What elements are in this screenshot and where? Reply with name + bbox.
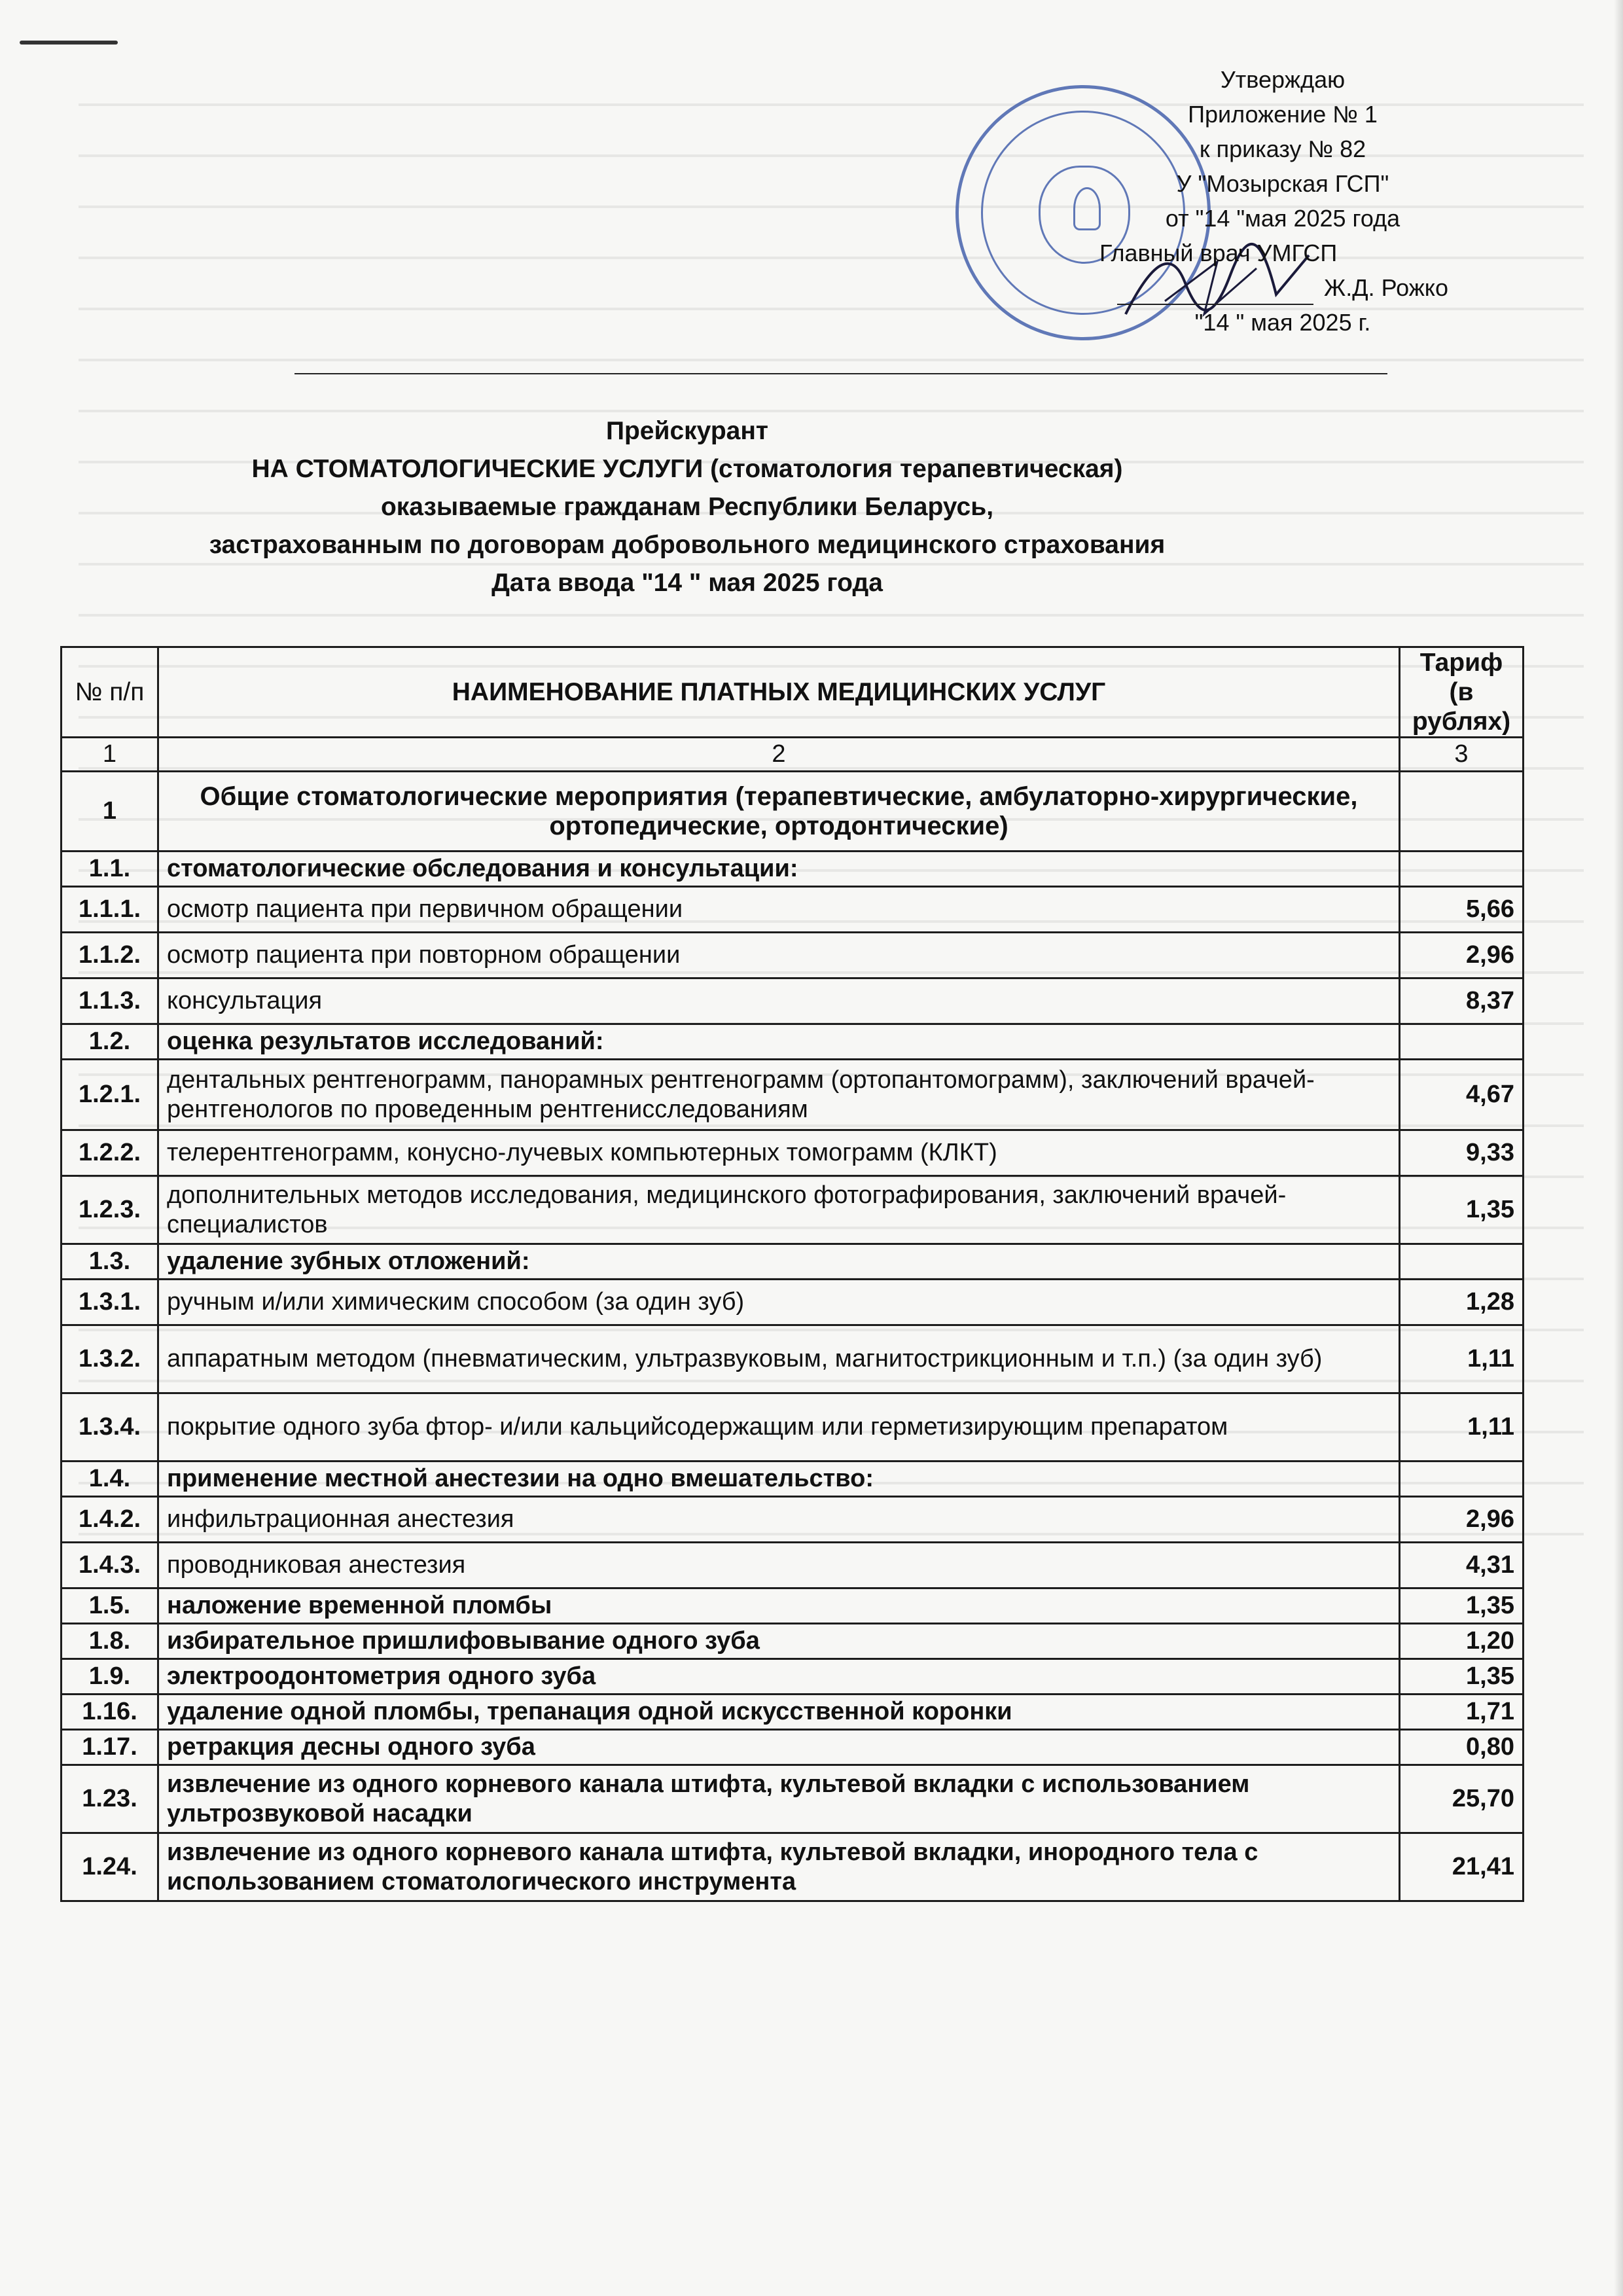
table-row [62, 772, 1524, 852]
row-price [1400, 852, 1524, 887]
row-price: 1,35 [1400, 1588, 1524, 1624]
row-service-name: покрытие одного зуба фтор- и/или кальцийсодержащим или герметизирующим препаратом [158, 1393, 1400, 1462]
row-price: 8,37 [1400, 978, 1524, 1024]
approval-block [1086, 62, 1479, 340]
table-row [62, 1497, 1524, 1543]
row-number: 1.2. [62, 1024, 158, 1060]
row-service-name: консультация [158, 978, 1400, 1024]
corner-mark [20, 41, 118, 45]
row-number: 1.5. [62, 1588, 158, 1624]
row-number: 1.8. [62, 1624, 158, 1659]
table-row [62, 1659, 1524, 1695]
row-number: 1.9. [62, 1659, 158, 1695]
table-row [62, 1130, 1524, 1176]
row-service-name: дополнительных методов исследования, медицинского фотографирования, заключений врачей-специалистов [158, 1176, 1400, 1244]
table-row [62, 1280, 1524, 1325]
row-service-name: удаление одной пломбы, трепанация одной искусственной коронки [158, 1695, 1400, 1730]
row-service-name: электроодонтометрия одного зуба [158, 1659, 1400, 1695]
order-date-text: от "14 "мая 2025 года [1165, 205, 1400, 232]
row-price: 2,96 [1400, 1497, 1524, 1543]
title-line-3: оказываемые гражданам Республики Беларусь, [380, 493, 994, 521]
table-row [62, 1588, 1524, 1624]
signature-line [1117, 284, 1313, 305]
row-number: 1.17. [62, 1730, 158, 1765]
row-number: 1.3. [62, 1244, 158, 1280]
table-row [62, 1624, 1524, 1659]
row-price: 1,71 [1400, 1695, 1524, 1730]
row-price: 1,35 [1400, 1176, 1524, 1244]
row-number: 1.3.4. [62, 1393, 158, 1462]
table-index-row [62, 738, 1524, 772]
title-line-1: Прейскурант [605, 417, 769, 445]
row-service-name: телерентгенограмм, конусно-лучевых компьютерных томограмм (КЛКТ) [158, 1130, 1400, 1176]
appendix-text: Приложение № 1 [1188, 101, 1378, 128]
table-row [62, 1393, 1524, 1462]
row-price [1400, 1462, 1524, 1497]
row-service-name: дентальных рентгенограмм, панорамных рентгенограмм (ортопантомограмм), заключений врачей-рентгенологов по проведенным рентгенисследованиям [158, 1060, 1400, 1130]
row-service-name: применение местной анестезии на одно вмешательство: [158, 1462, 1400, 1497]
header-rule [294, 373, 1387, 374]
row-price: 1,28 [1400, 1280, 1524, 1325]
row-service-name: ретракция десны одного зуба [158, 1730, 1400, 1765]
table-row [62, 1730, 1524, 1765]
row-service-name: оценка результатов исследований: [158, 1024, 1400, 1060]
row-number: 1.4.3. [62, 1543, 158, 1588]
row-service-name: аппаратным методом (пневматическим, ультразвуковым, магнитострикционным и т.п.) (за один зуб) [158, 1325, 1400, 1393]
header-tariff [1400, 647, 1524, 738]
row-price: 1,11 [1400, 1393, 1524, 1462]
sign-date-text: "14 " мая 2025 г. [1194, 309, 1371, 336]
table-row [62, 1695, 1524, 1730]
table-row [62, 1325, 1524, 1393]
row-price [1400, 1244, 1524, 1280]
row-price: 25,70 [1400, 1765, 1524, 1833]
row-number: 1 [62, 772, 158, 852]
table-row [62, 1024, 1524, 1060]
row-service-name: проводниковая анестезия [158, 1543, 1400, 1588]
title-line-2: НА СТОМАТОЛОГИЧЕСКИЕ УСЛУГИ (стоматология терапевтическая) [251, 455, 1123, 483]
approve-text: Утверждаю [1220, 66, 1346, 93]
header-tariff-line1: Тариф [1419, 649, 1503, 677]
row-number: 1.1. [62, 852, 158, 887]
title-line-5: Дата ввода "14 " мая 2025 года [491, 569, 883, 597]
table-row [62, 1176, 1524, 1244]
table-row [62, 852, 1524, 887]
chief-name-text: Ж.Д. Рожко [1324, 274, 1448, 301]
index-col-2: 2 [158, 738, 1400, 772]
table-row [62, 1543, 1524, 1588]
row-price: 1,20 [1400, 1624, 1524, 1659]
header-name: НАИМЕНОВАНИЕ ПЛАТНЫХ МЕДИЦИНСКИХ УСЛУГ [158, 647, 1400, 738]
row-service-name: наложение временной пломбы [158, 1588, 1400, 1624]
row-number: 1.2.3. [62, 1176, 158, 1244]
row-price: 9,33 [1400, 1130, 1524, 1176]
row-service-name: инфильтрационная анестезия [158, 1497, 1400, 1543]
page-edge-shadow [1614, 0, 1623, 2296]
row-price [1400, 772, 1524, 852]
row-number: 1.3.1. [62, 1280, 158, 1325]
title-line-4: застрахованным по договорам добровольного медицинского страхования [209, 531, 1166, 559]
row-service-name: осмотр пациента при повторном обращении [158, 933, 1400, 978]
row-number: 1.1.2. [62, 933, 158, 978]
row-price: 4,67 [1400, 1060, 1524, 1130]
row-number: 1.4.2. [62, 1497, 158, 1543]
row-number: 1.2.1. [62, 1060, 158, 1130]
row-number: 1.1.3. [62, 978, 158, 1024]
row-number: 1.23. [62, 1765, 158, 1833]
row-service-name: извлечение из одного корневого канала штифта, культевой вкладки с использованием ультрозвуковой насадки [158, 1765, 1400, 1833]
row-service-name: ручным и/или химическим способом (за один зуб) [158, 1280, 1400, 1325]
table-header-row [62, 647, 1524, 738]
table-row [62, 887, 1524, 933]
document-title [98, 412, 1276, 602]
row-number: 1.24. [62, 1833, 158, 1901]
table-row [62, 1765, 1524, 1833]
row-number: 1.16. [62, 1695, 158, 1730]
row-service-name: избирательное пришлифовывание одного зуба [158, 1624, 1400, 1659]
header-tariff-line2: (в рублях) [1412, 678, 1511, 736]
table-row [62, 933, 1524, 978]
table-row [62, 1060, 1524, 1130]
row-service-name: осмотр пациента при первичном обращении [158, 887, 1400, 933]
row-number: 1.1.1. [62, 887, 158, 933]
row-service-name: стоматологические обследования и консультации: [158, 852, 1400, 887]
price-table [60, 646, 1524, 1902]
row-service-name: Общие стоматологические мероприятия (терапевтические, амбулаторно-хирургические, ортопедические, ортодонтические) [158, 772, 1400, 852]
row-price: 0,80 [1400, 1730, 1524, 1765]
row-price [1400, 1024, 1524, 1060]
row-price: 5,66 [1400, 887, 1524, 933]
row-number: 1.4. [62, 1462, 158, 1497]
row-number: 1.3.2. [62, 1325, 158, 1393]
row-price: 21,41 [1400, 1833, 1524, 1901]
table-row [62, 1244, 1524, 1280]
row-price: 4,31 [1400, 1543, 1524, 1588]
row-price: 1,35 [1400, 1659, 1524, 1695]
index-col-1: 1 [62, 738, 158, 772]
row-number: 1.2.2. [62, 1130, 158, 1176]
row-service-name: извлечение из одного корневого канала штифта, культевой вкладки, инородного тела с использованием стоматологического инструмента [158, 1833, 1400, 1901]
order-text: к приказу № 82 [1199, 135, 1366, 162]
table-row [62, 1462, 1524, 1497]
organization-text: У "Мозырская ГСП" [1176, 170, 1389, 197]
row-price: 2,96 [1400, 933, 1524, 978]
row-price: 1,11 [1400, 1325, 1524, 1393]
index-col-3: 3 [1400, 738, 1524, 772]
header-num: № п/п [62, 647, 158, 738]
table-row [62, 1833, 1524, 1901]
table-row [62, 978, 1524, 1024]
row-service-name: удаление зубных отложений: [158, 1244, 1400, 1280]
chief-title-text: Главный врач УМГСП [1099, 240, 1338, 266]
